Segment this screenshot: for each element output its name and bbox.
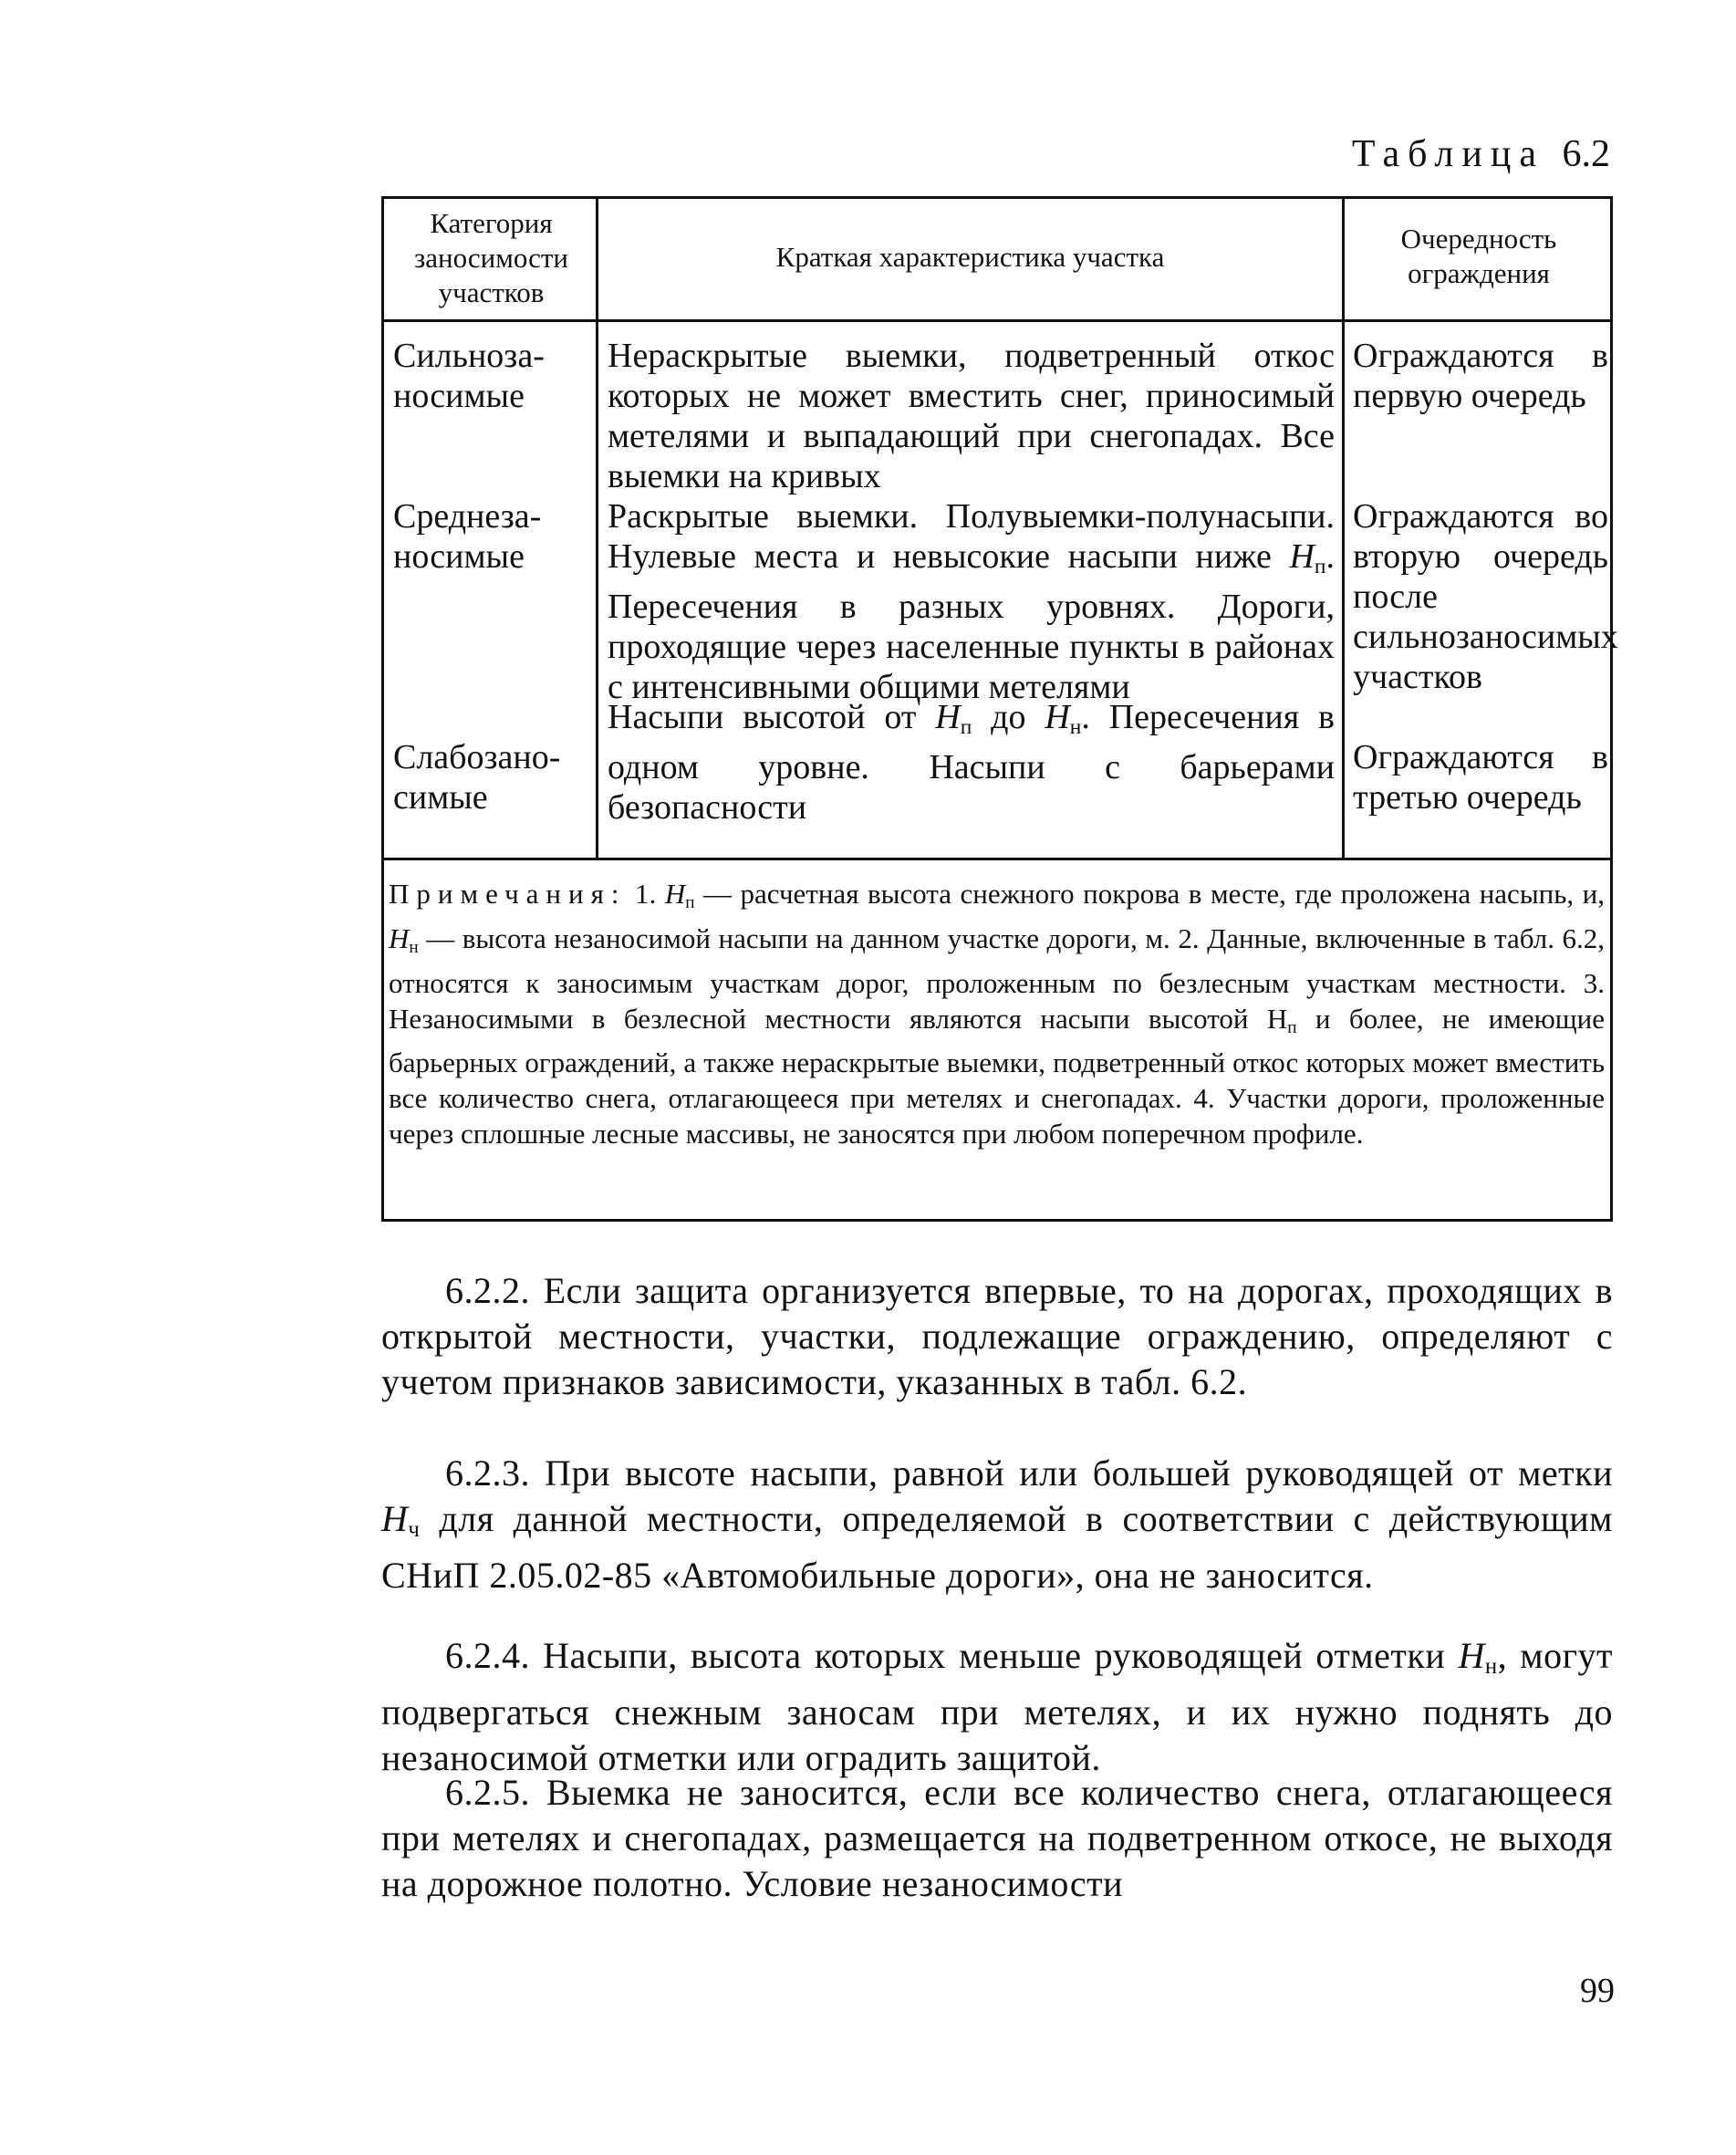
row3-text-mid: до — [972, 698, 1045, 736]
paragraph-6-2-4 — [381, 1633, 1613, 1781]
row2-text-b: . Пересечения в разных уровнях. Дороги, проходящие через населенные пункты в районах с интенсивными общими метелями — [608, 537, 1335, 706]
p623-h-sub: ч — [408, 1517, 421, 1543]
notes-text-d: и более, не имеющие барьерных ограждений, а также нераскрытые выемки, подветренный откос которых может вместить все количество снега, отлагающееся при метелях и снегопадах. 4. Участки дороги, проложенные через сплошные лесные массивы, не заносятся при любом поперечном профиле. — [389, 1002, 1605, 1150]
row3-category: Слабозано-симые — [393, 738, 561, 817]
notes-hp-var: Н — [664, 878, 686, 910]
header-category-text: Категория заносимости участков — [413, 207, 568, 308]
paragraph-6-2-2: 6.2.2. Если защита организуется впервые, то на дорогах, проходящих в открытой местности, участки, подлежащие ограждению, определяют с учетом признаков зависимости, указанных в табл. 6.2. — [381, 1270, 1613, 1402]
row1-category: Сильноза-носимые — [393, 337, 545, 415]
row1-order: Ограждаются в первую очередь — [1353, 337, 1608, 415]
row2-h-var: Н — [1289, 537, 1315, 576]
row2-h-sub: п — [1314, 554, 1326, 578]
p623-h-var: Н — [381, 1498, 409, 1539]
table-notes — [389, 876, 1605, 1151]
p623-text-b: для данной местности, определяемой в соответствии с действующим СНиП 2.05.02-85 «Автомобильные дороги», она не заносится. — [381, 1498, 1613, 1597]
row3-h2-var: Н — [1045, 698, 1070, 736]
header-order — [1351, 222, 1606, 291]
page-number: 99 — [1580, 1972, 1615, 2010]
row3-h1-var: Н — [935, 698, 961, 736]
row3-h2-sub: н — [1069, 714, 1082, 739]
row3-text-a: Насыпи высотой от — [608, 698, 936, 736]
row3-order: Ограждаются в третью очередь — [1353, 738, 1608, 817]
notes-hp2-sub: п — [1287, 1017, 1297, 1037]
column-divider-1 — [596, 199, 598, 858]
header-category — [393, 206, 589, 310]
notes-label: Примечания: — [389, 878, 627, 910]
row2-text-a: Раскрытые выемки. Полувыемки-полунасыпи. Нулевые места и невысокие насыпи ниже — [608, 497, 1335, 576]
p624-h-sub: н — [1484, 1654, 1498, 1680]
notes-hp-sub: п — [685, 892, 695, 912]
paragraph-6-2-5: 6.2.5. Выемка не заносится, если все количество снега, отлагающееся при метелях и снегопадах, размещается на подветренном откосе, не выходя на дорожное полотно. Условие незаносимости — [381, 1772, 1613, 1904]
p624-text-a: 6.2.4. Насыпи, высота которых меньше руководящей отметки — [445, 1635, 1459, 1676]
row3-text-b: . Пересечения в одном уровне. Насыпи с барьерами безопасности — [608, 698, 1335, 827]
header-divider — [384, 319, 1610, 322]
row2-order: Ограждаются во вторую очередь после сильнозаносимых участков — [1353, 497, 1618, 696]
header-order-text: Очередность ограждения — [1400, 223, 1557, 289]
header-characteristic-text: Краткая характеристика участка — [775, 241, 1165, 273]
row2-category: Среднеза-носимые — [393, 497, 542, 576]
row3-characteristic — [608, 697, 1335, 828]
row2-characteristic — [608, 496, 1335, 707]
notes-divider — [384, 858, 1610, 860]
p624-h-var: Н — [1458, 1635, 1485, 1676]
notes-text-a: 1. — [626, 878, 665, 910]
notes-hn-sub: н — [409, 937, 419, 957]
row1-characteristic: Нераскрытые выемки, подветренный откос которых не может вместить снег, приносимый метелями и выпадающий при снегопадах. Все выемки на кривых — [608, 337, 1335, 495]
notes-hn-var: Н — [389, 921, 410, 954]
notes-text-c: — высота незаносимой насыпи на данном участке дороги, м. 2. Данные, включенные в табл. 6.2, относятся к заносимым участкам дорог, проложенным по безлесным участкам местности. 3. Незаносимыми в безлесной местности являются насыпи высотой Н — [389, 921, 1605, 1035]
header-characteristic — [603, 240, 1337, 275]
table-caption — [1295, 132, 1610, 176]
table-caption-number: 6.2 — [1562, 133, 1610, 175]
notes-text-b: — расчетная высота снежного покрова в месте, где проложена насыпь, и, — [694, 878, 1605, 910]
paragraph-6-2-3 — [381, 1451, 1613, 1598]
column-divider-2 — [1342, 199, 1345, 858]
table-caption-word: Таблица — [1351, 133, 1544, 175]
p624-text-b: , могут подвергаться снежным заносам при метелях, и их нужно поднять до незаносимой отметки или оградить защитой. — [381, 1635, 1613, 1779]
p623-text-a: 6.2.3. При высоте насыпи, равной или большей руководящей от метки — [445, 1452, 1613, 1494]
row3-h1-sub: п — [960, 714, 972, 739]
